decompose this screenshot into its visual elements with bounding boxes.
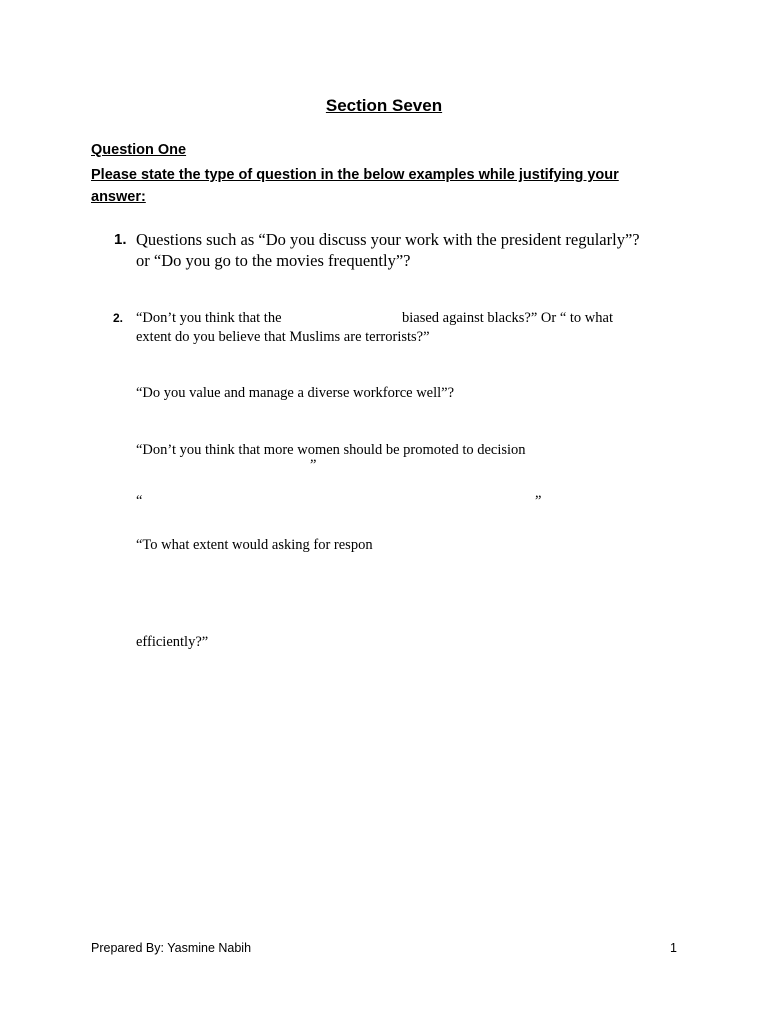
item-line: ” bbox=[535, 493, 542, 509]
item-line: or “Do you go to the movies frequently”? bbox=[136, 251, 411, 270]
item-line: “Do you value and manage a diverse workforce well”? bbox=[136, 385, 455, 401]
question-heading: Question One bbox=[91, 142, 187, 158]
item-line: extent do you believe that Muslims are terrorists?” bbox=[136, 329, 430, 345]
item-line: ” bbox=[310, 457, 317, 473]
item-line: “ bbox=[136, 493, 143, 509]
item-line: “Don’t you think that the bbox=[136, 310, 282, 326]
item-number: 1. bbox=[114, 231, 127, 248]
section-title: Section Seven bbox=[325, 96, 443, 115]
item-line: biased against blacks?” Or “ to what bbox=[402, 310, 613, 326]
footer-prepared-by: Prepared By: Yasmine Nabih bbox=[91, 941, 252, 955]
item-line: efficiently?” bbox=[136, 634, 209, 650]
item-number: 2. bbox=[113, 311, 124, 325]
item-line: “Don’t you think that more women should be promoted to decision bbox=[136, 442, 526, 458]
question-instruction: Please state the type of question in the below examples while justifying your answer: bbox=[91, 167, 619, 205]
footer-page-number: 1 bbox=[670, 941, 677, 955]
item-line: “To what extent would asking for respon bbox=[136, 537, 373, 553]
item-line: Questions such as “Do you discuss your work with the president regularly”? bbox=[136, 230, 640, 249]
